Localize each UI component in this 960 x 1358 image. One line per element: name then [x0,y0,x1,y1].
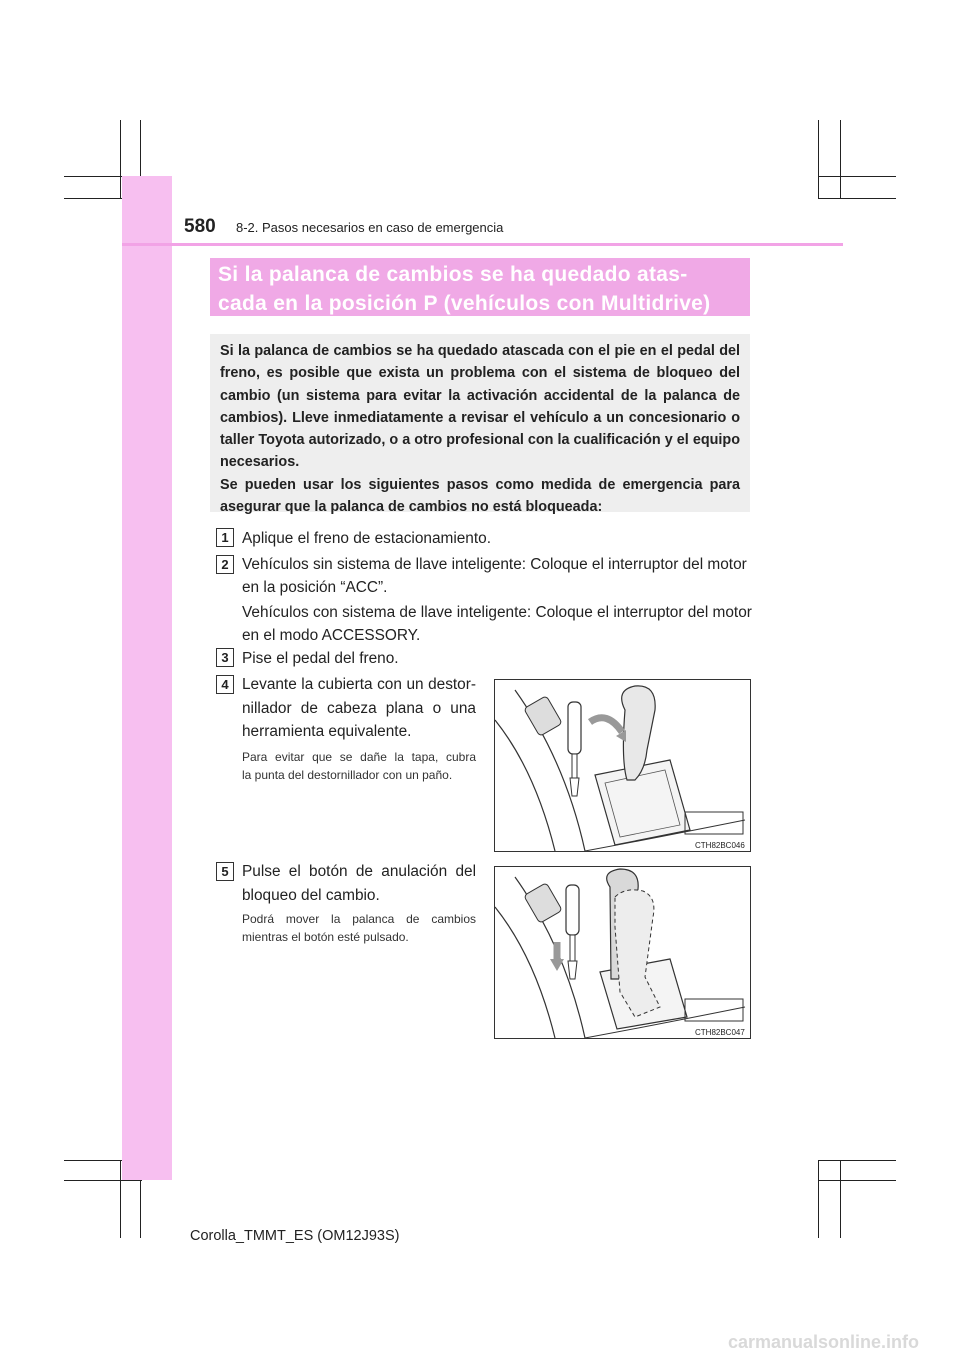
shift-lever-illustration [495,867,750,1038]
crop-mark [120,120,121,198]
figure-code: CTH82BC047 [695,1028,745,1037]
page-number: 580 [184,216,216,237]
crop-mark [840,120,841,198]
step-number: 1 [216,528,234,547]
breadcrumb: 8-2. Pasos necesarios en caso de emergencia [236,220,504,235]
step-text: Pise el pedal del freno. [242,650,399,667]
step-text: en la posición “ACC”. [242,579,388,596]
step-note: mientras el botón esté pulsado. [242,930,409,944]
step-text: Vehículos sin sistema de llave inteligente: Coloque el interruptor del motor [242,556,747,573]
crop-mark [818,198,896,199]
figure-code: CTH82BC046 [695,841,745,850]
step-text: bloqueo del cambio. [242,887,380,904]
shift-lever-illustration [495,680,750,851]
crop-mark [818,176,896,177]
crop-mark [120,1160,121,1238]
watermark: carmanualsonline.info [728,1332,920,1352]
step-number: 4 [216,675,234,694]
intro-text [220,340,740,518]
crop-mark [64,1180,142,1181]
step-note: Podrá mover la palanca de cambios [242,912,476,926]
crop-mark [818,1180,896,1181]
figure-remove-cover [494,679,751,852]
step-note: Para evitar que se dañe la tapa, cubra [242,750,476,764]
step-text: en el modo ACCESSORY. [242,627,421,644]
section-title [218,260,710,318]
crop-mark [818,120,819,198]
section-title-line: Si la palanca de cambios se ha quedado atas- [218,263,688,286]
step-text: Pulse el botón de anulación del [242,863,476,880]
figure-shift-lock-override [494,866,751,1039]
step-text: Aplique el freno de estacionamiento. [242,530,491,547]
section-title-line: cada en la posición P (vehículos con Multidrive) [218,292,711,315]
crop-mark [818,1160,819,1238]
footer-model: Corolla_TMMT_ES (OM12J93S) [190,1228,400,1244]
step-number: 5 [216,862,234,881]
step-text: nillador de cabeza plana o una [242,700,476,717]
step-text: herramienta equivalente. [242,723,412,740]
step-text: Levante la cubierta con un destor- [242,676,476,693]
crop-mark [840,1160,841,1238]
side-tab [122,176,172,1180]
intro-paragraph: Se pueden usar los siguientes pasos como medida de emergencia para asegurar que la palanca de cambios no está bloqueada: [220,476,740,516]
crop-mark [818,1160,896,1161]
step-number: 3 [216,648,234,667]
step-number: 2 [216,555,234,574]
step-note: la punta del destornillador con un paño. [242,768,453,782]
intro-paragraph: Si la palanca de cambios se ha quedado atascada con el pie en el pedal del freno, es posible que exista un problema con el sistema de bloqueo del cambio (un sistema para evitar la activación accidental de la palanca de cambios). Lleve inmediatamente a revisar el vehículo a un concesionario o taller Toyota autorizado, o a otro profesional con la cualificación y el equipo necesarios. [220,343,740,471]
header-rule [122,243,843,246]
step-text: Vehículos con sistema de llave inteligente: Coloque el interruptor del motor [242,604,752,621]
